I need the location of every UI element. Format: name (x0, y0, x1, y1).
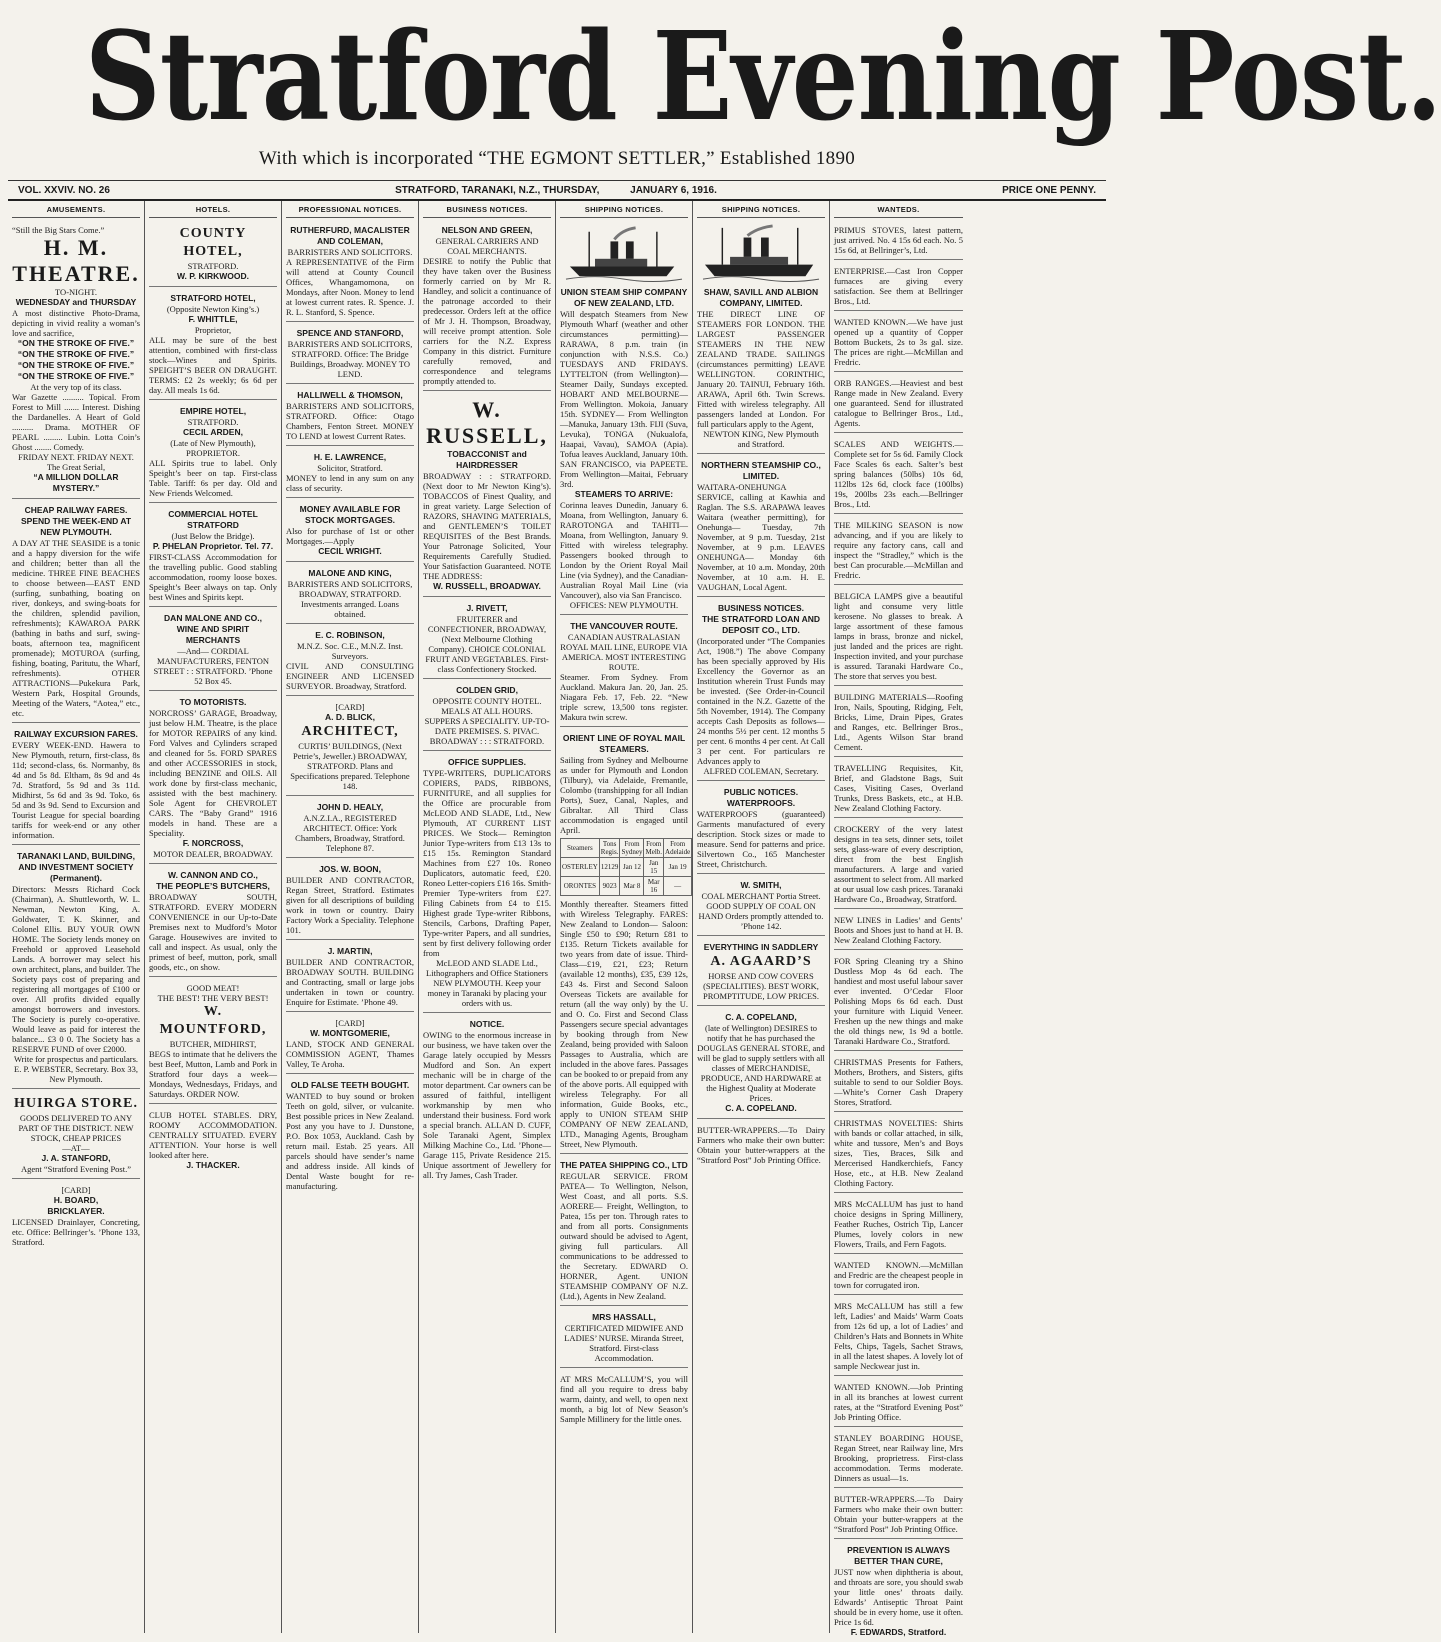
classified-ad (834, 1491, 963, 1539)
ad-sub: SPEND THE WEEK-END AT NEW PLYMOUTH. (20, 516, 132, 537)
ad-sub: (Just Below the Bridge). (171, 531, 255, 541)
ad-proprietor: W. P. KIRKWOOD. (176, 271, 250, 281)
butcher-ad (149, 867, 277, 977)
ad-body: LICENSED Drainlayer, Concreting, etc. Office: Bellringer’s. ’Phone 133, Stratford. (12, 1217, 140, 1247)
table-cell: Jan 15 (644, 858, 664, 877)
section-heading: WANTEDS. (834, 201, 963, 218)
merchant-ad (149, 610, 277, 691)
ad-sub: Agent “Stratford Evening Post.” (20, 1164, 131, 1174)
ad-name: JOHN D. HEALY, (316, 802, 384, 812)
classified-ad (834, 588, 963, 686)
table-header-row (561, 839, 692, 858)
ad-body: A REPRESENTATIVE of the Firm will attend at County Council Offices, Whangamomona, on Mondays, after Noon. Money to lend at lowest current rates. R. Spence. J. R. L. Stanford, S. Spence. (286, 257, 414, 317)
ad-sub: —AT— (62, 1143, 90, 1153)
stables-ad (149, 1107, 277, 1175)
classified-ad (834, 436, 963, 514)
price: PRICE ONE PENNY. (1002, 184, 1096, 196)
issue-date: JANUARY 6, 1916. (630, 184, 717, 196)
general-store-ad (697, 1009, 825, 1119)
card-label: [CARD] (335, 702, 365, 712)
ad-body: WANTED KNOWN.—Job Printing in all its branches at lowest current rates, at the “Stratford Evening Post” Job Printing Office. (834, 1382, 963, 1422)
agent-ad (286, 1015, 414, 1074)
ad-body: NEW LINES in Ladies’ and Gents’ Boots and Shoes just to hand at H. B. New Zealand Clothing Factory. (834, 915, 963, 945)
steamship-illustration (697, 222, 825, 282)
section-heading: AMUSEMENTS. (12, 201, 140, 218)
ad-body: OWING to the enormous increase in our business, we have taken over the Garage lately occupied by Messrs Mudford and Son. An expert mechanic will be in charge of the motor department. Car owners can be assured of faithful, intelligent workmanship by men who understand their business. Ford work a special branch. ALLAN D. CUFF, Sole Taranaki Agent, Simplex Milking Machine Co., Ltd. ’Phone—Garage 115, Private Residence 215. Unique assortment of Jewellery for all. Try James, Cash Trader. (423, 1030, 551, 1180)
ad-name: J. RIVETT, (466, 603, 508, 613)
ad-body: THE MILKING SEASON is now advancing, and if you are likely to require any factory cans, call and inspect the “Stradley,” which is the best Can procurable.—McMillan and Fredric. (834, 520, 963, 580)
ad-sub: M.N.Z. Soc. C.E., M.N.Z. Inst. Surveyors. (296, 641, 403, 661)
ad-heading: THE VANCOUVER ROUTE. (570, 621, 678, 631)
ad-body: CROCKERY of the very latest designs in tea sets, dinner sets, toilet sets, glass-ware of every description, direct from the best English manufacturers. A large and varied assortment to select from. All marked at our usual low cash prices. Taranaki Hardware Co., Broadway, Stratford. (834, 824, 963, 904)
solicitor-ad (286, 449, 414, 498)
ad-sub: THE BEST! THE VERY BEST! (157, 993, 269, 1003)
ad-name: THE STRATFORD LOAN AND DEPOSIT CO., LTD. (701, 614, 821, 635)
ad-name: HALLIWELL & THOMSON, (297, 390, 403, 400)
excursion-fares-ad (12, 726, 140, 845)
film-title: “ON THE STROKE OF FIVE.” (17, 360, 135, 370)
ad-name: COUNTY HOTEL, (179, 226, 247, 259)
restaurant-ad (423, 682, 551, 751)
serial-title: “A MILLION DOLLAR MYSTERY.” (33, 472, 119, 493)
column-shipping-1 (556, 201, 693, 1633)
ad-heading: TARANAKI LAND, BUILDING, AND INVESTMENT SOCIETY (Permanent). (17, 851, 135, 883)
ad-sub: STRATFORD. (187, 261, 239, 271)
table-header-cell: From Sydney (621, 840, 643, 856)
mortgage-ad (286, 501, 414, 562)
ad-body: ALL may be sure of the best attention, combined with first-class stock—Wines and Spirits. SPEIGHT’S BEER ON DRAUGHT. TERMS: £2 2s weekly; 6s 6d per day. All meals 1s 6d. (149, 335, 277, 395)
ad-sub: (Late of New Plymouth), PROPRIETOR. (170, 438, 256, 458)
section-heading: SHIPPING NOTICES. (560, 201, 688, 218)
theatre-ad (12, 222, 140, 499)
ad-name: F. NORCROSS, (182, 838, 244, 848)
bricklayer-ad (12, 1182, 140, 1251)
table-cell: OSTERLEY (561, 858, 600, 877)
ad-name: UNION STEAM SHIP COMPANY OF NEW ZEALAND, LTD. (560, 287, 688, 308)
ad-body: BROADWAY SOUTH, STRATFORD. EVERY MODERN CONVENIENCE in our Up-to-Date Premises next to Mudford’s Motor Garage. Housewives are invited to call and inspect. As usual, only the primest of beef, mutton, pork, small goods, etc., on show. (149, 892, 277, 972)
ad-sub: FRIDAY NEXT. FRIDAY NEXT. The Great Serial, (18, 452, 134, 472)
classified-ad (834, 1430, 963, 1488)
ad-name: H. BOARD, (53, 1195, 99, 1205)
architect-ad (286, 799, 414, 858)
ad-body: CURTIS’ BUILDINGS, (Next Petrie’s, Jeweller.) BROADWAY, STRATFORD. Plans and Specifications prepared. Telephone 148. (290, 741, 410, 791)
ad-name: C. A. COPELAND, (725, 1012, 797, 1022)
place-line: STRATFORD, TARANAKI, N.Z., THURSDAY, (395, 184, 600, 196)
ad-signature: W. RUSSELL, BROADWAY. (433, 581, 541, 591)
ad-trade: GENERAL CARRIERS AND COAL MERCHANTS. (435, 236, 539, 256)
ad-name: SPENCE AND STANFORD, (296, 328, 404, 338)
table-cell: — (664, 877, 692, 896)
section-heading: PROFESSIONAL NOTICES. (286, 201, 414, 218)
masthead-subtitle: With which is incorporated “THE EGMONT SETTLER,” Established 1890 (258, 148, 856, 169)
ad-body: Also for purchase of 1st or other Mortgages.—Apply (286, 526, 414, 546)
programme-list: War Gazette .......... Topical. From Forest to Mill ....... Interest. Dishing the Dardanelles. A Heart of Gold .......... Drama. MOTHER OF PEARL ......... Lubin. Lotta Coin’s Ghost ........ Comedy. (12, 392, 140, 452)
table-cell: 9023 (599, 877, 620, 896)
classified-ad (834, 953, 963, 1051)
ad-body: Directors: Messrs Richard Cock (Chairman), A. Shuttleworth, W. L. Newman, Newton King, A. Goldwater, T. K. Skinner, and Colonel Ellis. BUY YOUR OWN HOME. The Society lends money on Freehold or approved Leasehold Lands. A borrower may select his own architect, plans, and builder. The Society pays cost of preparing and registering all mortgages of £100 or over. All profits divided equally amongst borrowers and investors. The Society is purely co-operative. Would leave as paid for interest the balance... £3 0 0. The Society has a RESERVE FUND of over £2000. (12, 884, 140, 1054)
ad-name: W. CANNON AND CO., (168, 870, 258, 880)
ad-name: RUTHERFURD, MACALISTER AND COLEMAN, (290, 225, 410, 246)
ad-trade: ARCHITECT, (301, 724, 399, 739)
table-cell: Jan 19 (664, 858, 692, 877)
ad-sub: WEDNESDAY and THURSDAY (15, 297, 137, 307)
ad-signature: NEWTON KING, New Plymouth and Stratford. (703, 429, 819, 449)
ad-body: FOR Spring Cleaning try a Shino Dustless Mop 4s 6d each. The handiest and most useful labour saver ever invented. O’Cedar Floor Polishing Mops 6s 6d each. Dust your furniture with Liquid Veneer. Freshen up the new things and make the old things new, 1s 9d a bottle. Taranaki Hardware Co., Stratford. (834, 956, 963, 1046)
ad-body: GOODS DELIVERED TO ANY PART OF THE DISTRICT. NEW STOCK, CHEAP PRICES (18, 1113, 134, 1143)
ad-body: Corinna leaves Dunedin, January 6. Moana, from Wellington, January 6. RAROTONGA and TAHITI— Moana, from Wellington, January 9. Fitted with wireless telegraphy. Passengers booked through to London by the Orient Royal Mail Line (via Sydney), and the Canadian-Australian Royal Mail Line (via Vancouver), also via San Francisco. (560, 500, 688, 600)
hotel-ad (149, 222, 277, 287)
ad-body: WATERPROOFS (guaranteed) Garments manufactured of every description. Stock sizes or made to measure. Send for patterns and price. Silvertown Co., 165 Manchester Street, Christchurch. (697, 809, 825, 869)
ad-sub: STEAMERS TO ARRIVE: (574, 489, 674, 499)
table-header-cell: Steamers (561, 839, 600, 858)
steamship-icon (702, 224, 820, 282)
ad-body: REGULAR SERVICE. FROM PATEA— To Wellington, Nelson, West Coast, and all ports. S.S. AORERE— Freight, Wellington, to Patea, 15s per ton. Through rates to and from all ports. Consignments outward should be advised to Agent, giving full particulars. All communications to be addressed to the Secretary. EDWARD O. HORNER, Agent. UNION STEAMSHIP COMPANY OF N.Z. (Ltd.), Agents in New Zealand. (560, 1171, 688, 1301)
loan-deposit-ad (697, 600, 825, 781)
column-wanteds (830, 201, 967, 1637)
ad-name: A. AGAARD’S (710, 954, 812, 969)
section-subheading: BUSINESS NOTICES. (718, 603, 804, 613)
classified-ad (834, 1196, 963, 1254)
ad-body: (Incorporated under “The Companies Act, 1908.”) The above Company has been specially approved by His Excellency the Governor as an Institution wherein Trust Funds may be invested. (See Order-in-Council contained in the N.Z. Gazette of the 5th November, 1914). The Company accepts Cash Deposits as follows— 24 months 5½ per cent. 12 months 5 per cent. 6 months 4 per cent. At Call 3 per cent. For particulars re Advances apply to (697, 636, 825, 766)
ad-body: BARRISTERS AND SOLICITORS, STRATFORD. Office: The Bridge Buildings, Broadway. MONEY TO LEND. (287, 339, 413, 379)
film-title: “ON THE STROKE OF FIVE.” (17, 371, 135, 381)
ad-body: A DAY AT THE SEASIDE is a tonic and a happy diversion for the wife and children; better than all the medicine. THREE FINE BEACHES to choose between—EAST END (surfing, sunbathing, boating on river, donkeys, and swing-boats for the children, splendid pavilion, refreshments); KAWAROA PARK (bathing in baths and surf, swing-boats, afternoon tea, magnificent promenade); MOTUROA (surfing, fishing, boating, Paritutu, the Wharf, refreshments). OTHER ATTRACTIONS—Pukekura Park, Western Park, Hospital Grounds, Meeting of the Waters, “Aotea,” etc., etc. (12, 538, 140, 718)
ad-body: BUILDING MATERIALS—Roofing Iron, Nails, Spouting, Ridging, Felt, Bricks, Lime, Drain Pipes, Grates and Ranges, etc. Bellringer Bros., Ltd., Agents Wilson Star brand Cement. (834, 692, 963, 752)
classified-ad (834, 1257, 963, 1295)
ad-name: COLDEN GRID, (456, 685, 518, 695)
ad-body: A.N.Z.I.A., REGISTERED ARCHITECT. Office: York Chambers, Broadway, Stratford. Telephone 87. (295, 813, 405, 853)
ad-body: LAND, STOCK AND GENERAL COMMISSION AGENT, Thames Valley, Te Aroha. (286, 1039, 414, 1069)
butcher-ad (149, 980, 277, 1104)
throat-paint-ad (834, 1542, 963, 1642)
ad-body: CHRISTMAS NOVELTIES: Shirts with bands or collar attached, in silk, white and tussore, Men’s and Boys sizes, Ties, Braces, Silk and Mercerised Handkerchiefs, Fancy Hose, etc., at H.B. New Zealand Clothing Factory. (834, 1118, 963, 1188)
railway-fares-ad (12, 502, 140, 723)
classified-ad (834, 1379, 963, 1427)
classified-ad (834, 375, 963, 433)
ad-heading: RAILWAY EXCURSION FARES. (14, 729, 138, 739)
ad-body: HORSE AND COW COVERS (SPECIALITIES). BEST WORK, PROMPTITUDE, LOW PRICES. (702, 971, 820, 1001)
ad-name: MALONE AND KING, (308, 568, 392, 578)
ad-trade: Solicitor, Stratford. (317, 463, 383, 473)
ad-heading: EVERYTHING IN SADDLERY (703, 942, 819, 952)
ad-trade: TOBACCONIST and HAIRDRESSER (447, 449, 527, 470)
ad-signature: F. EDWARDS, Stratford. (850, 1627, 947, 1637)
film-title: “ON THE STROKE OF FIVE.” (17, 349, 135, 359)
ad-body: (late of Wellington) DESIRES to notify that he has purchased the DOUGLAS GENERAL STORE, and will be glad to supply settlers with all classes of MERCHANDISE, PRODUCE, AND HARDWARE at the Highest Quality at Moderate Prices. (697, 1023, 825, 1103)
ad-body: Steamer. From Sydney. From Auckland. Makura Jan. 20, Jan. 25. Niagara Feb. 17, Feb. 22. “New triple screw, 13,500 tons register. Makura twin screw. (560, 672, 688, 722)
classified-ad (834, 1115, 963, 1193)
volume-number: VOL. XXVIV. NO. 26 (18, 184, 110, 196)
ad-body: WANTED to buy sound or broken Teeth on gold, silver, or vulcanite. Best possible prices in New Zealand. Post any you have to J. Dunstone, P.O. Box 1053, Auckland. Cash by return mail. Estab. 25 years. All parcels should have sender’s name and address inside. All kinds of Dental Waste bought for re-manufacturing. (286, 1091, 414, 1191)
card-label: [CARD] (335, 1018, 365, 1028)
ad-body: ALL Spirits true to label. Only Speight’s beer on tap. First-class Table. Tariff: 6s per day. Old and New Friends Welcomed. (149, 458, 277, 498)
table-cell: 12129 (599, 858, 620, 877)
ad-name: W. MONTGOMERIE, (310, 1028, 390, 1038)
ad-body: TYPE-WRITERS, DUPLICATORS COPIERS, PADS, RIBBONS, FURNITURE, and all supplies for the Office are procurable from McLEOD AND SLADE, Ltd., New Plymouth, AT CURRENT LIST PRICES. We Stock— Remington Junior Type-writers from £13 13s to £15 15s. Remington Standard Machines from £27 10s. Roneo Duplicators, automatic feed, £20. Roneo Letter-copiers £16 16s. Smith-Premier Type-writers from £27. Filing Cabinets from £4 to £15. Highest grade Type-writer Ribbons, Stencils, Carbons, Drafting Paper, Type-writer Papers, and all sundries, sent by first delivery following order from (423, 768, 552, 958)
ad-name: H. M. THEATRE. (12, 235, 140, 286)
ad-trade: BRICKLAYER. (47, 1206, 105, 1216)
shaw-savill-ad (697, 284, 825, 454)
ad-heading: TO MOTORISTS. (179, 697, 247, 707)
ad-body: ENTERPRISE.—Cast Iron Copper furnaces are giving every satisfaction. See them at Bellringer Bros., Ltd. (834, 266, 963, 306)
surveyor-ad (286, 627, 414, 696)
patea-shipping-ad (560, 1157, 688, 1306)
column-hotels (145, 201, 282, 1633)
steamship-illustration (560, 222, 688, 282)
ad-name: HUIRGA STORE. (14, 1096, 138, 1111)
ad-name: W. SMITH, (740, 880, 782, 890)
columns (8, 201, 1106, 1637)
table-cell: Jan 12 (620, 858, 644, 877)
section-heading: HOTELS. (149, 201, 277, 218)
ad-sub: TO-NIGHT. (55, 287, 97, 297)
builder-ad (286, 943, 414, 1012)
ad-body: JUST now when diphtheria is about, and throats are sore, you should swab your little ones’ throats daily. Edwards’ Antiseptic Throat Paint should be in every home, use it often. Price 1s 6d. (834, 1567, 963, 1627)
ad-body: CHRISTMAS Presents for Fathers, Mothers, Brothers, and Sisters, gifts suitable to send to our Soldier Boys.—White’s Corner Cash Drapery Stores, Stratford. (834, 1057, 963, 1107)
card-label: [CARD] (61, 1185, 91, 1195)
ad-body: Will despatch Steamers from New Plymouth Wharf (weather and other circumstances permitting)— RARAWA, 8 p.m. train (in conjunction with N.S.S. Co.) TUESDAYS AND FRIDAYS. LYTTELTON (from Wellington)— Steamer Daily, Sundays excepted. HOBART AND MELBOURNE—From Wellington. Mokoia, January 15th. SYDNEY— From Wellington—Manuka, January 13th. FIJI (Suva, Levuka), TONGA (Nukualofa, Haapai, Vavau), SAMOA (Apia). Tofua leaves Auckland, January 10th. SAN FRANCISCO, via PAPEETE. From Wellington—Maitai, February 3rd. (560, 309, 688, 489)
ad-name: W. MOUNTFORD, (159, 1004, 267, 1037)
ad-heading: CHEAP RAILWAY FARES. (24, 505, 128, 515)
ad-sub: OFFICES: NEW PLYMOUTH. (569, 600, 679, 610)
builder-ad (286, 861, 414, 940)
ad-body: CERTIFICATED MIDWIFE AND LADIES’ NURSE. Miranda Street, Stratford. First-class Accommodation. (564, 1323, 684, 1363)
ad-name: A. D. BLICK, (324, 712, 376, 722)
table-cell: Mar 16 (644, 877, 664, 896)
solicitor-ad (286, 222, 414, 322)
ad-heading: NOTICE. (469, 1019, 505, 1029)
ad-name: ORIENT LINE OF ROYAL MAIL STEAMERS. (562, 733, 686, 754)
masthead-title: Stratford Evening Post. (84, 4, 1441, 148)
ad-sub: (Opposite Newton King’s.) (166, 304, 260, 314)
dateline (8, 180, 1106, 201)
ad-name: NORTHERN STEAMSHIP CO., LIMITED. (701, 460, 821, 481)
ad-name: H. E. LAWRENCE, (313, 452, 387, 462)
ad-name: COMMERCIAL HOTEL STRATFORD (168, 509, 258, 530)
hotel-ad (149, 290, 277, 400)
ad-body: MRS McCALLUM has still a few left, Ladies’ and Maids’ Warm Coats from 12s 6d up, a lot of Ladies’ and Children’s Hats and Bonnets in White Felts, Chips, Tagels, Sachet Straws, in all the latest shapes. A lovely lot of sample Neckwear just in. (834, 1301, 963, 1371)
solicitor-ad (286, 325, 414, 384)
classified-ad (834, 1298, 963, 1376)
classified-ad (834, 821, 963, 909)
building-society-ad (12, 848, 140, 1089)
ad-signature: ALFRED COLEMAN, Secretary. (703, 766, 819, 776)
ad-body: BARRISTERS AND SOLICITORS, STRATFORD. Office: Otago Chambers, Fenton Street. MONEY TO LEND at lowest Current Rates. (286, 401, 414, 441)
union-steamship-ad (560, 284, 688, 615)
carrier-ad (423, 222, 551, 391)
ad-heading: OFFICE SUPPLIES. (448, 757, 526, 767)
coal-merchant-ad (697, 877, 825, 936)
notice-ad (423, 1016, 551, 1184)
store-ad (12, 1092, 140, 1179)
steamship-icon (565, 224, 683, 282)
ad-body: DESIRE to notify the Public that they have taken over the Business formerly carried on by Mr R. Handley, and solicit a continuance of the patronage accorded to their predecessor. Orders left at the office of Mr J. H. Thompson, Broadway, will receive prompt attention. Sole carriers for the N.Z. Express Company in this district. Furniture carefully removed, and correspondence and telegrams promptly attended to. (423, 256, 551, 386)
ad-name: J. THACKER. (186, 1160, 240, 1170)
ad-body: OPPOSITE COUNTY HOTEL. MEALS AT ALL HOURS. SUPPERS A SPECIALITY. UP-TO-DATE PREMISES. S. PIVAC. BROADWAY : : : STRATFORD. (424, 696, 550, 746)
ad-proprietor: P. PHELAN Proprietor. Tel. 77. (152, 541, 274, 551)
ad-body: STANLEY BOARDING HOUSE, Regan Street, near Railway line, Mrs Brooking, proprietress. First-class accommodation. Terms moderate. Dinners as usual—1s. (834, 1433, 963, 1483)
classified-ad (834, 517, 963, 585)
table-header-cell: From Melb. (645, 840, 663, 856)
orient-line-ad (560, 730, 691, 1154)
ad-body: A most distinctive Photo-Drama, depicting in vivid reality a woman’s love and sacrifice, (12, 308, 140, 338)
sailing-schedule-table (560, 838, 692, 896)
ad-body: FIRST-CLASS Accommodation for the travelling public. Good stabling accommodation, roomy loose boxes. Speight’s Beer always on tap. Only best Wines and Spirits kept. (149, 552, 277, 602)
ad-body: Sailing from Sydney and Melbourne as under for Plymouth and London (Tilbury), via Adelaide, Fremantle, Colombo (transhipping for all Indian Ports), Suez, Canal, Naples, and Gibraltar. All Third Class accommodation is engaged until April. (560, 755, 688, 835)
ad-sub: STRATFORD. (187, 417, 239, 427)
northern-steamship-ad (697, 457, 825, 597)
ad-trade: MOTOR DEALER, BROADWAY. (153, 849, 273, 859)
column-professional (282, 201, 419, 1633)
ad-body: BUTTER-WRAPPERS.—To Dairy Farmers who make their own butter: Obtain your butter-wrappers at the “Stratford Post” Job Printing Office. (834, 1494, 963, 1534)
section-subheading: PUBLIC NOTICES. (723, 787, 799, 797)
ad-name: DAN MALONE AND CO., (164, 613, 262, 623)
classified-ad (834, 1054, 963, 1112)
midwife-ad (560, 1309, 688, 1368)
ad-heading: PREVENTION IS ALWAYS BETTER THAN CURE, (847, 1545, 950, 1566)
ad-name: W. RUSSELL, (426, 397, 548, 448)
table-header-cell: Tons Regis. (600, 840, 619, 856)
column-business (419, 201, 556, 1633)
ad-body: BEGS to intimate that he delivers the best Beef, Mutton, Lamb and Pork in Stratford four days a week—Mondays, Wednesdays, Fridays, and Saturdays. ORDER NOW. (149, 1049, 277, 1099)
classified-ad (834, 314, 963, 372)
tobacconist-ad (423, 394, 551, 597)
ad-body: EVERY WEEK-END. Hawera to New Plymouth, return, first-class, 8s 11d; second-class, 6s. Normanby, 8s 4d and 5s 8d. Eltham, 8s 9d and 4s 7d. Stratford, 5s 9d and 3s 11d. Midhirst, 5s 6d and 3s 9d. Toko, 6s 5d and 3s 9d. Send to Excursion and Tourist League for special boarding tariffs for week-end or any other information. (12, 740, 140, 840)
table-cell: Mar 8 (620, 877, 644, 896)
ad-body: AT MRS McCALLUM’S, you will find all you require to dress baby warm, dainty, and well, to open next month, a big lot of New Season’s Sample Millinery for the little ones. (560, 1374, 688, 1424)
section-heading: BUSINESS NOTICES. (423, 201, 551, 218)
ad-name: STRATFORD HOTEL, (170, 293, 256, 303)
classified-ad (834, 689, 963, 757)
classified-ad (834, 263, 963, 311)
ad-body: BROADWAY : : STRATFORD. (Next door to Mr Newton King’s). TOBACCOS of Finest Quality, and in great variety. Large Selection of RAZORS, SHAVING MATERIALS, and GENTLEMEN’S TOILET REQUISITES of the Best Brands. Your Patronage Solicited, Your Requirements Carefully Studied. Your Satisfaction Guaranteed. NOTE THE ADDRESS: (423, 471, 551, 581)
ad-trade: BARRISTERS AND SOLICITORS. (287, 247, 413, 257)
table-row (561, 877, 692, 896)
ad-name: MRS HASSALL, (592, 1312, 656, 1322)
architect-ad (286, 699, 414, 796)
ad-body: COAL MERCHANT Portia Street. GOOD SUPPLY OF COAL ON HAND Orders promptly attended to. ’Phone 142. (698, 891, 824, 931)
hotel-ad (149, 403, 277, 503)
ad-body: CLUB HOTEL STABLES. DRY, ROOMY ACCOMMODATION. CENTRALLY SITUATED. EVERY ATTENTION. Your horse is well looked after here. (149, 1110, 277, 1160)
ad-body: BUTTER-WRAPPERS.—To Dairy Farmers who make their own butter: Obtain your butter-wrappers at the “Stratford Post” Job Printing Office. (697, 1125, 825, 1165)
ad-body: THE DIRECT LINE OF STEAMERS FOR LONDON. THE LARGEST PASSENGER STEAMERS IN THE NEW ZEALAND TRADE. SAILINGS (circumstances permitting) LEAVE WELLINGTON. CORINTHIC, January 20. TAINUI, February 16th. ARAWA, April 6th. Twin Screws. Fitted with wireless telegraphy. All passengers landed at London. For full particulars apply to the Agent, (697, 309, 825, 429)
ad-trade: WINE AND SPIRIT MERCHANTS (176, 624, 250, 645)
ad-name: WATERPROOFS. (726, 798, 796, 808)
ad-name: CANADIAN AUSTRALASIAN ROYAL MAIL LINE, EUROPE VIA AMERICA. MOST INTERESTING ROUTE. (560, 632, 688, 672)
table-cell: ORONTES (561, 877, 600, 896)
ad-body: BUILDER AND CONTRACTOR, BROADWAY SOUTH. BUILDING and Contracting, small or large jobs undertaken in town or country. Enquire for Estimate. ’Phone 49. (286, 957, 414, 1007)
ad-name: J. MARTIN, (327, 946, 373, 956)
column-shipping-2 (693, 201, 830, 1633)
ad-body: BELGICA LAMPS give a beautiful light and consume very little kerosene. No glasses to break. A large assortment of these famous lamps in brass, bronze and nickel, just landed and the prices are right. Inspection invited, and your purchase is assured. Taranaki Hardware Co., The store that serves you best. (834, 591, 963, 681)
fruiterer-ad (423, 600, 551, 679)
ad-body: SCALES AND WEIGHTS.—Complete set for 5s 6d. Family Clock Face Scales 6s each. Salter’s best spring balances (50lbs) 10s 6d, 112lbs 12s 6d, clock face (100lbs) 19s, 200lbs 23s each.—Bellringer Bros., Ltd. (834, 439, 963, 509)
vancouver-route-ad (560, 618, 688, 727)
classified-ad (834, 760, 963, 818)
ad-body: BARRISTERS AND SOLICITORS, BROADWAY, STRATFORD. Investments arranged. Loans obtained. (287, 579, 413, 619)
classified-ad (834, 912, 963, 950)
solicitor-ad (286, 565, 414, 624)
ad-body: MONEY to lend in any sum on any class of security. (286, 473, 414, 493)
table-header-cell: From Adelaide (665, 840, 691, 856)
garage-ad (149, 694, 277, 864)
ad-body: TRAVELLING Requisites, Kit, Brief, and Gladstone Bags, Suit Cases, Visiting Cases, Overland Trunks, Dress Baskets, etc., at H.B. New Zealand Clothing Factory. (834, 763, 963, 813)
ad-signature: McLEOD AND SLADE Ltd., Lithographers and Office Stationers NEW PLYMOUTH. Keep your money in Taranaki by placing your orders with us. (426, 958, 548, 1008)
ad-trade: THE PEOPLE’S BUTCHERS, (156, 881, 270, 891)
ad-trade: BUTCHER, MIDHIRST, (169, 1039, 257, 1049)
table-row (561, 858, 692, 877)
ad-name: EMPIRE HOTEL, (179, 406, 247, 416)
ad-body: WANTED KNOWN.—McMillan and Fredric are the cheapest people in town for corrugated iron. (834, 1260, 963, 1290)
ad-heading: OLD FALSE TEETH BOUGHT. (290, 1080, 410, 1090)
ad-body: PRIMUS STOVES, latest pattern, just arrived. No. 4 15s 6d each. No. 5 15s 6d, at Bellringer’s, Ltd. (834, 225, 963, 255)
ad-name: NELSON AND GREEN, (441, 225, 533, 235)
ad-proprietor: CECIL ARDEN, (183, 427, 243, 437)
hotel-ad (149, 506, 277, 607)
ad-body: FRUITERER and CONFECTIONER, BROADWAY, (Next Melbourne Clothing Company). CHOICE COLONIAL FRUIT AND VEGETABLES. First-class Confectionery Stocked. (425, 614, 549, 674)
ad-signature: Write for prospectus and particulars. E. P. WEBSTER, Secretary. Box 33, New Plymouth. (13, 1054, 139, 1084)
ad-sub: At the very top of its class. (30, 382, 122, 392)
ad-body: MRS McCALLUM has just to hand choice designs in Spring Millinery, Feather Ruches, Ostrich Tip, Lancer Plumes, lovely colors in new Flowers, Trails, and Fern Fagots. (834, 1199, 963, 1249)
ad-name: SHAW, SAVILL AND ALBION COMPANY, LIMITED. (703, 287, 819, 308)
ad-sub: Proprietor, (194, 325, 232, 335)
saddlery-ad (697, 939, 825, 1006)
ad-signature: C. A. COPELAND. (725, 1103, 797, 1113)
butter-wrappers-ad (697, 1122, 825, 1169)
solicitor-ad (286, 387, 414, 446)
film-title: “ON THE STROKE OF FIVE.” (17, 338, 135, 348)
ad-body: Monthly thereafter. Steamers fitted with Wireless Telegraphy. FARES: New Zealand to London— Saloon: Single £50 to £90; Return £81 to £135. Return Tickets available for two years from date of issue. Third-Class—£19, £21, £23; Return (available 12 months), £35, £39 12s, £43 4s. First and Second Saloon Overseas Tickets are available for return (all the way only) by the U. and O. Co. First and Second Class Passengers secure special advantages by booking through from New Zealand, being provided with Saloon Passages to Australia, which are included in the above fares. Passages can be booked to or prepaid from any of the above ports. All equipped with wireless Telegraphy. For all information, Guide Books, etc., apply to UNION STEAM SHIP COMPANY OF NEW ZEALAND, LTD., Managing Agents, Brougham Street, New Plymouth. (560, 899, 688, 1149)
classified-ad (834, 222, 963, 260)
ad-body: NORCROSS’ GARAGE, Broadway, just below H.M. Theatre, is the place for MOTOR REPAIRS of any kind. Ford Valves and Cylinders scraped and cleaned for 5s. FORD SPARES and other ACCESSORIES in stock, including BENZINE and OILS. All work done by first-class mechanic, assisted with the best machinery. Sole Agent for CHEVROLET CARS. The “Baby Grand” 1916 models in hand. These are a Speciality. (149, 708, 277, 838)
ad-tagline: “Still the Big Stars Come.” (12, 225, 105, 235)
teeth-ad (286, 1077, 414, 1195)
section-heading: SHIPPING NOTICES. (697, 201, 825, 218)
ad-proprietor: F. WHITTLE, (188, 314, 238, 324)
ad-body: BUILDER AND CONTRACTOR, Regan Street, Stratford. Estimates given for all descriptions of building work in town or country. Dairy Factory Work a Speciality. Telephone 101. (286, 875, 414, 935)
ad-heading: MONEY AVAILABLE FOR STOCK MORTGAGES. (299, 504, 401, 525)
ad-name: THE PATEA SHIPPING CO., LTD (560, 1160, 688, 1170)
ad-body: CIVIL AND CONSULTING ENGINEER AND LICENSED SURVEYOR. Broadway, Stratford. (286, 661, 414, 691)
ad-heading: GOOD MEAT! (186, 983, 240, 993)
ad-name: JOS. W. BOON, (319, 864, 381, 874)
ad-body: ORB RANGES.—Heaviest and best Range made in New Zealand. Every one guaranteed. Send for illustrated catalogue to Bellringer Bros., Ltd., Agents. (834, 378, 963, 428)
ad-body: WAITARA-ONEHUNGA SERVICE, calling at Kawhia and Raglan. The S.S. ARAPAWA leaves Waitara (weather permitting), for Onehunga— Tuesday, 7th November, at 9 p.m. Tuesday, 21st November, at 9 p.m. LEAVES ONEHUNGA— Monday 6th November, at 10 a.m. Monday, 20th November, at 10 a.m. H. E. VAUGHAN, Local Agent. (697, 482, 825, 592)
office-supplies-ad (423, 754, 551, 1013)
ad-name: J. A. STANFORD, (41, 1153, 111, 1163)
waterproofs-ad (697, 784, 825, 874)
ad-name: CECIL WRIGHT. (318, 546, 382, 556)
column-amusements (8, 201, 145, 1633)
millinery-ad (560, 1371, 688, 1428)
ad-body: —And— CORDIAL MANUFACTURERS, FENTON STREET : : STRATFORD. ’Phone 52 Box 45. (153, 646, 273, 686)
ad-body: WANTED KNOWN.—We have just opened up a quantity of Copper Bottom Buckets, 2s to 3s gal. size. The prices are right.—McMillan and Fredric. (834, 317, 963, 367)
ad-name: E. C. ROBINSON, (315, 630, 385, 640)
